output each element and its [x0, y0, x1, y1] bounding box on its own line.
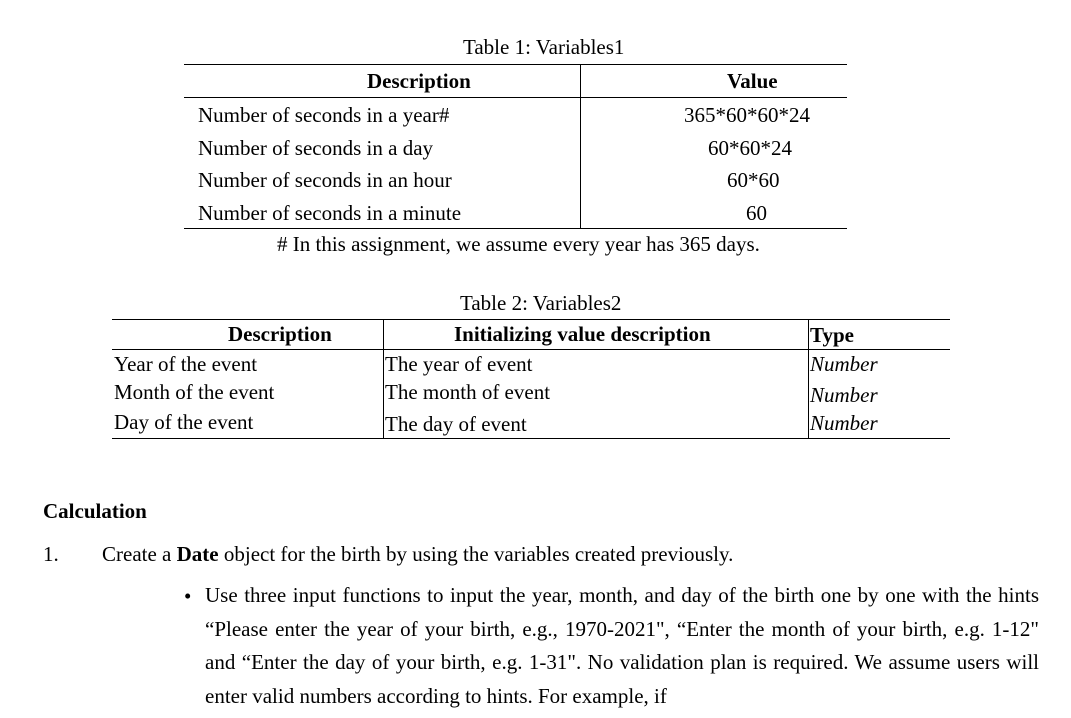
table1-header-rule [184, 97, 847, 98]
table1-cell-value: 365*60*60*24 [684, 103, 810, 127]
table1-cell-value: 60*60 [727, 168, 780, 192]
table2-cell-init: The year of event [385, 352, 533, 376]
step-text-after: object for the birth by using the variables created previously. [218, 542, 734, 566]
table2-header-type: Type [810, 323, 854, 347]
table1-cell-value: 60*60*24 [708, 136, 792, 160]
table1-cell-description: Number of seconds in a year# [198, 103, 450, 127]
table2-cell-type: Number [810, 352, 878, 376]
table1-column-divider [580, 64, 581, 228]
table1-footnote: # In this assignment, we assume every year has 365 days. [277, 232, 760, 256]
bullet-paragraph: Use three input functions to input the year, month, and day of the birth one by one with the hints “Please enter the year of your birth, e.g., 1970-2021", “Enter the month of your birth, e.g. 1-12" and “Enter the day of your birth, e.g. 1-31". No validation plan is required. We assume users will enter valid numbers according to hints. For example, if [205, 583, 1039, 708]
table2-cell-init: The day of event [385, 412, 527, 436]
table1-cell-description: Number of seconds in a day [198, 136, 434, 160]
table2-bottom-rule [112, 438, 950, 439]
table1-bottom-rule [184, 228, 847, 229]
table2-top-rule [112, 319, 950, 320]
step-text-before: Create a [102, 542, 177, 566]
table2-cell-description: Year of the event [114, 352, 258, 376]
step-instruction [102, 541, 733, 567]
table1-top-rule [184, 64, 847, 65]
table1-cell-value: 60 [746, 201, 767, 225]
calculation-heading: Calculation [43, 499, 147, 523]
table1-header-description: Description [367, 69, 471, 93]
table2-header-rule [112, 349, 950, 350]
table1-header-value: Value [727, 69, 778, 93]
bullet-icon: • [184, 584, 192, 608]
table2-cell-type: Number [810, 411, 878, 435]
step-number: 1. [43, 542, 59, 566]
table1-cell-description: Number of seconds in a minute [198, 201, 462, 225]
table2-cell-description: Day of the event [114, 410, 254, 434]
step-bold-term: Date [176, 542, 219, 566]
table2-header-description: Description [228, 322, 332, 346]
table2-cell-description: Month of the event [114, 380, 275, 404]
table2-cell-init: The month of event [385, 380, 551, 404]
table2-column-divider [808, 319, 809, 438]
table2-column-divider [383, 319, 384, 438]
table2-caption: Table 2: Variables2 [460, 291, 622, 315]
table1-caption: Table 1: Variables1 [463, 35, 625, 59]
table2-header-init: Initializing value description [454, 322, 711, 346]
table1-cell-description: Number of seconds in an hour [198, 168, 452, 192]
table2-cell-type: Number [810, 383, 878, 407]
